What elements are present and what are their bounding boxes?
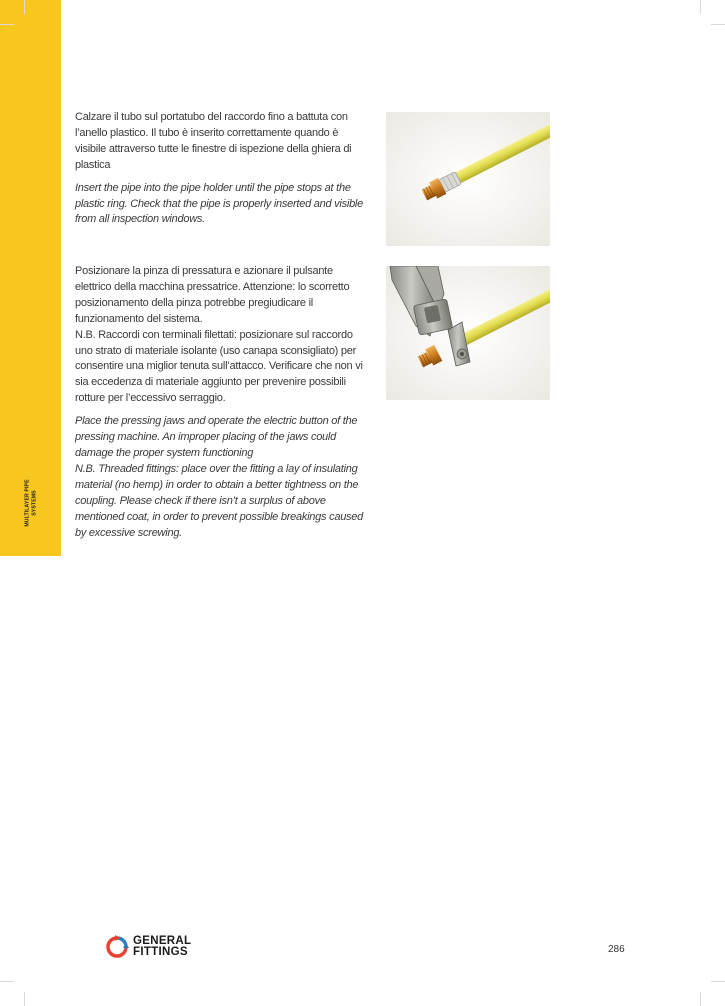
crop-mark — [711, 24, 725, 25]
step-1-english: Insert the pipe into the pipe holder until the pipe stops at the plastic ring. Check that the pipe is properly inserted and visible from all inspection windows. — [75, 181, 363, 226]
crop-mark — [24, 0, 25, 14]
logo-line1: GENERAL — [133, 935, 192, 947]
step-1-italian: Calzare il tubo sul portatubo del raccordo fino a battuta con l’anello plastico. Il tubo è inserito correttamente quando è visibile attraverso tutte le finestre di ispezione della ghiera di plastica — [75, 111, 352, 171]
logo-wordmark — [133, 936, 191, 958]
general-fittings-logo — [105, 935, 191, 959]
step-2-english: Place the pressing jaws and operate the electric button of the pressing machine. An improper placing of the jaws could damage the proper system functioning N.B. Threaded fittings: place over the fitting a lay of insulating material (no hemp) in order to obtain a better tightness on the coupling. Please check if there isn’t a surplus of above mentioned coat, in order to prevent possible breakings caused by excessive screwing. — [75, 415, 364, 539]
sidebar-band — [0, 0, 61, 556]
pipe-insertion-photo — [386, 112, 550, 246]
crop-mark — [0, 24, 14, 25]
step-1-text — [75, 110, 385, 228]
sidebar-label — [25, 463, 38, 543]
step-2-italian: Posizionare la pinza di pressatura e azionare il pulsante elettrico della macchina pressatrice. Attenzione: lo scorretto posizionamento della pinza potrebbe pregiudicare il funzionamento del sistema. N.B. Raccordi con terminali filettati: posizionare sul raccordo uno strato di materiale isolante (uso canapa sconsigliato) per consentire una miglior tenuta sull’attacco. Verificare che non vi sia eccedenza di materiale aggiunto per prevenire possibili rotture per l’eccessivo serraggio. — [75, 265, 363, 405]
crop-mark — [700, 0, 701, 14]
pressing-jaws-photo — [386, 266, 550, 400]
logo-icon — [105, 935, 129, 959]
crop-mark — [711, 981, 725, 982]
sidebar-label-line2: SYSTEMS — [31, 490, 37, 516]
crop-mark — [24, 992, 25, 1006]
step-2-text — [75, 264, 385, 541]
page-number: 286 — [608, 944, 625, 955]
crop-mark — [700, 992, 701, 1006]
sidebar-label-line1: MULTILAYER PIPE — [24, 479, 31, 527]
logo-line2: FITTINGS — [133, 946, 188, 958]
crop-mark — [0, 981, 14, 982]
